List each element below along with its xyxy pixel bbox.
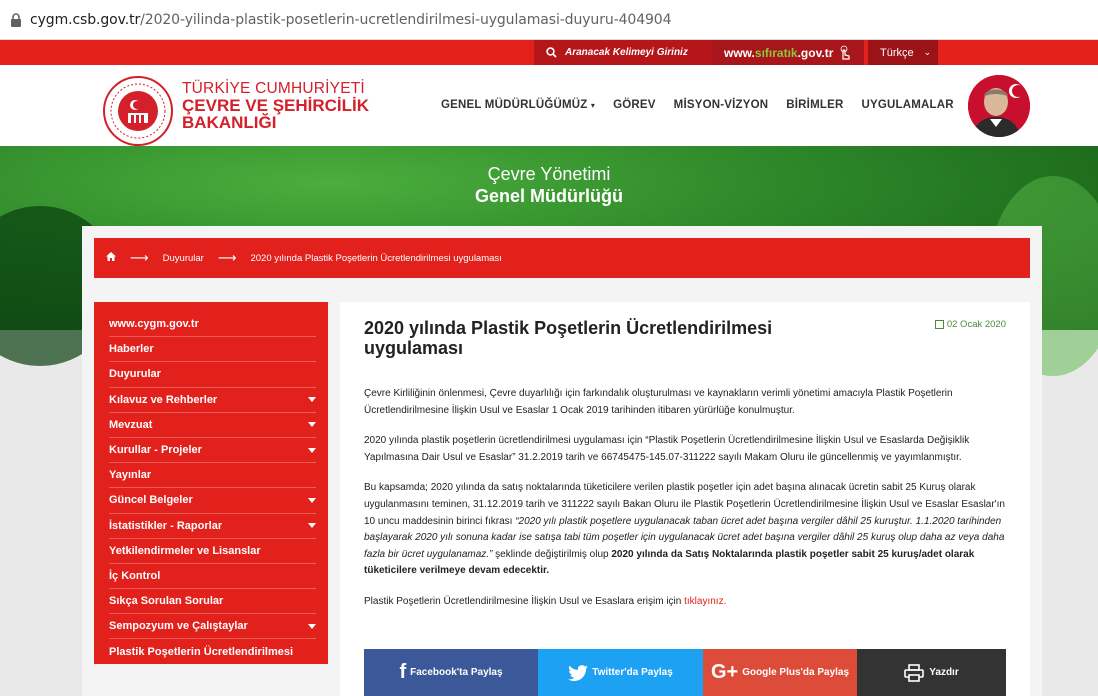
click-here-link[interactable]: tıklayınız. bbox=[684, 595, 727, 607]
sidebar-item-label: Sempozyum ve Çalıştaylar bbox=[109, 620, 248, 633]
breadcrumb-duyurular[interactable]: Duyurular bbox=[162, 252, 204, 264]
arrow-right-icon: ⟶ bbox=[217, 250, 237, 265]
ministry-name bbox=[182, 80, 369, 131]
browser-address-bar[interactable] bbox=[0, 0, 1098, 40]
sidebar-item[interactable] bbox=[109, 589, 316, 614]
arrow-right-icon: ⟶ bbox=[130, 250, 149, 265]
url-path: /2020-yilinda-plastik-posetlerin-ucretlendirilmesi-uygulamasi-duyuru-404904 bbox=[140, 11, 672, 28]
nav-uygulamalar[interactable]: UYGULAMALAR bbox=[861, 99, 954, 111]
facebook-icon: f bbox=[399, 661, 407, 683]
url-text[interactable] bbox=[30, 12, 671, 28]
nav-misyon-vizyon[interactable]: MİSYON-VİZYON bbox=[673, 99, 769, 111]
printer-icon bbox=[904, 664, 924, 682]
article-paragraph-3 bbox=[364, 480, 1006, 580]
sifir-www: www. bbox=[724, 45, 755, 60]
site-header bbox=[0, 65, 1098, 146]
paragraph-3-bold: 2020 yılında da Satış Noktalarında plastik poşetler sabit 25 kuruş/adet olarak tüketicilere verilmeye devam edecektir. bbox=[364, 548, 975, 577]
ministry-line-3: BAKANLIĞI bbox=[182, 113, 277, 132]
search-icon bbox=[546, 47, 557, 58]
article-date-text: 02 Ocak 2020 bbox=[946, 319, 1006, 330]
breadcrumb-current: 2020 yılında Plastik Poşetlerin Ücretlendirilmesi uygulaması bbox=[250, 252, 502, 264]
nav-genel-mudurlugumuz[interactable]: GENEL MÜDÜRLÜĞÜMÜZ ▾ bbox=[441, 99, 596, 111]
language-selector[interactable] bbox=[868, 40, 938, 65]
paragraph-3-text: Bu kapsamda; 2020 yılında da satış noktalarında tüketicilere verilen plastik poşetler için adet başına alınacak ücretin sabit 25 Kuruş olarak uygulanmasını teminen, 31.12.2019 tarih ve 311222 sayılı Bakan Oluru ile Plastik Poşetlerin Ücretlendirilmesine İlişkin Usul ve Esaslar Esaslar'ın 10 uncu maddesinin birinci fıkrası bbox=[364, 482, 1005, 527]
sidebar-item[interactable] bbox=[109, 438, 316, 463]
ministry-logo[interactable] bbox=[102, 75, 174, 147]
facebook-share-label: Facebook'ta Paylaş bbox=[410, 667, 503, 678]
sidebar-item[interactable] bbox=[109, 564, 316, 589]
caret-down-icon[interactable] bbox=[308, 523, 316, 528]
atik-word: atık bbox=[776, 45, 798, 60]
google-share-label: Google Plus'da Paylaş bbox=[742, 667, 850, 678]
caret-down-icon[interactable] bbox=[308, 624, 316, 629]
twitter-share-button[interactable] bbox=[538, 649, 703, 696]
sidebar-item-label: İç Kontrol bbox=[109, 569, 161, 582]
sidebar-item[interactable] bbox=[109, 539, 316, 564]
banner-title-line-1: Çevre Yönetimi bbox=[487, 164, 611, 184]
paragraph-4-text: Plastik Poşetlerin Ücretlendirilmesine İlişkin Usul ve Esaslara erişim için bbox=[364, 595, 685, 607]
sidebar-item-label: Mevzuat bbox=[109, 418, 153, 431]
twitter-share-label: Twitter'da Paylaş bbox=[592, 667, 673, 678]
ministry-line-1: TÜRKİYE CUMHURİYETİ bbox=[182, 80, 365, 97]
article bbox=[340, 302, 1030, 696]
banner-title-line-2: Genel Müdürlüğü bbox=[475, 186, 623, 206]
nav-birimler[interactable]: BİRİMLER bbox=[786, 99, 844, 111]
sidebar-item-label: Duyurular bbox=[109, 368, 161, 381]
sifir-atik-link[interactable] bbox=[712, 40, 864, 65]
sidebar-item[interactable] bbox=[109, 337, 316, 362]
sidebar-item[interactable] bbox=[109, 463, 316, 488]
sidebar-item-label: Kurullar - Projeler bbox=[109, 444, 202, 457]
article-date bbox=[935, 319, 1006, 330]
article-paragraph-2: 2020 yılında plastik poşetlerin ücretlendirilmesi uygulaması için “Plastik Poşetlerin Ücretlendirilmesine İlişkin Usul ve Esaslarda Değişiklik Yapılmasına Dair Usul ve Esaslar” 31.2.2019 tarih ve 66745475-145.07-311222 sayılı Makam Oluru ile güncellenmiş ve yayımlanmıştır. bbox=[364, 435, 970, 463]
language-label: Türkçe bbox=[880, 46, 914, 59]
paragraph-3-text-2: şeklinde değiştirilmiş olup bbox=[492, 548, 612, 560]
chevron-down-icon: ⌄ bbox=[923, 47, 932, 57]
sidebar-item[interactable] bbox=[109, 639, 316, 664]
caret-down-icon[interactable] bbox=[308, 498, 316, 503]
print-button[interactable] bbox=[857, 649, 1006, 696]
sidebar-item[interactable] bbox=[109, 312, 316, 337]
sifir-domain: .gov.tr bbox=[797, 45, 834, 60]
lock-icon bbox=[10, 12, 22, 28]
sidebar-item-label: Haberler bbox=[109, 343, 154, 356]
facebook-share-button[interactable] bbox=[364, 649, 538, 696]
caret-down-icon[interactable] bbox=[308, 422, 316, 427]
caret-down-icon[interactable] bbox=[308, 397, 316, 402]
top-utility-bar bbox=[0, 40, 1098, 65]
sidebar-menu bbox=[94, 302, 328, 664]
sidebar-item-label: Sıkça Sorulan Sorular bbox=[109, 595, 224, 608]
sidebar-item-label: Yetkilendirmeler ve Lisanslar bbox=[109, 544, 261, 557]
sidebar-item-label: Plastik Poşetlerin Ücretlendirilmesi bbox=[109, 646, 294, 659]
sidebar-item-label: www.cygm.gov.tr bbox=[109, 318, 199, 331]
sidebar-item[interactable] bbox=[109, 514, 316, 539]
calendar-icon bbox=[935, 320, 944, 329]
search-placeholder: Aranacak Kelimeyi Giriniz bbox=[565, 47, 688, 58]
sidebar-item[interactable] bbox=[109, 413, 316, 438]
sidebar-item[interactable] bbox=[109, 488, 316, 513]
share-bar bbox=[364, 649, 1006, 696]
google-plus-icon: G+ bbox=[710, 661, 739, 683]
article-title: 2020 yılında Plastik Poşetlerin Ücretlendirilmesi uygulaması bbox=[364, 318, 773, 358]
google-plus-share-button[interactable] bbox=[703, 649, 857, 696]
article-paragraph-4 bbox=[364, 594, 1006, 611]
url-host: cygm.csb.gov.tr bbox=[30, 11, 141, 28]
sidebar-item[interactable] bbox=[109, 362, 316, 387]
article-paragraph-1: Çevre Kirliliğinin önlenmesi, Çevre duyarlılığı için farkındalık oluşturulması ve kaynakların verimli yönetimi amacıyla Plastik Poşetlerin Ücretlendirilmesine İlişkin Usul ve Esaslar 1 Ocak 2019 tarihinden itibaren yürürlüğe konulmuştur. bbox=[364, 388, 953, 416]
caret-down-icon[interactable] bbox=[308, 448, 316, 453]
ataturk-portrait bbox=[968, 75, 1030, 137]
sidebar-item-label: Yayınlar bbox=[109, 469, 152, 482]
main-nav bbox=[441, 99, 954, 111]
ministry-line-2: ÇEVRE VE ŞEHİRCİLİK bbox=[182, 96, 370, 115]
twitter-icon bbox=[568, 665, 588, 681]
site-search-input[interactable] bbox=[534, 40, 712, 65]
home-icon[interactable] bbox=[106, 252, 116, 264]
print-label: Yazdır bbox=[929, 667, 959, 678]
hand-pointer-icon bbox=[837, 45, 853, 61]
sidebar-item-label: Kılavuz ve Rehberler bbox=[109, 393, 218, 406]
sidebar-item[interactable] bbox=[109, 614, 316, 639]
breadcrumb bbox=[94, 238, 1030, 278]
sidebar-item[interactable] bbox=[109, 388, 316, 413]
sidebar-item-label: Güncel Belgeler bbox=[109, 494, 193, 507]
sifir-word: sıfır bbox=[754, 45, 777, 60]
sidebar-item-label: İstatistikler - Raporlar bbox=[109, 519, 223, 532]
nav-gorev[interactable]: GÖREV bbox=[613, 99, 656, 111]
paragraph-3-quote: “2020 yılı plastik poşetlere uygulanacak taban ücret adet başına vergiler dâhil 25 kuruştur. 1.1.2020 tarihinden başlayarak 2020 yılı sonuna kadar ise satışa tabi tüm poşetler için uygulanacak ücret adet başına vergiler dâhil 25 kuruş olup daha az veya daha fazla bir ücret uygulanamaz.” bbox=[364, 515, 1005, 560]
